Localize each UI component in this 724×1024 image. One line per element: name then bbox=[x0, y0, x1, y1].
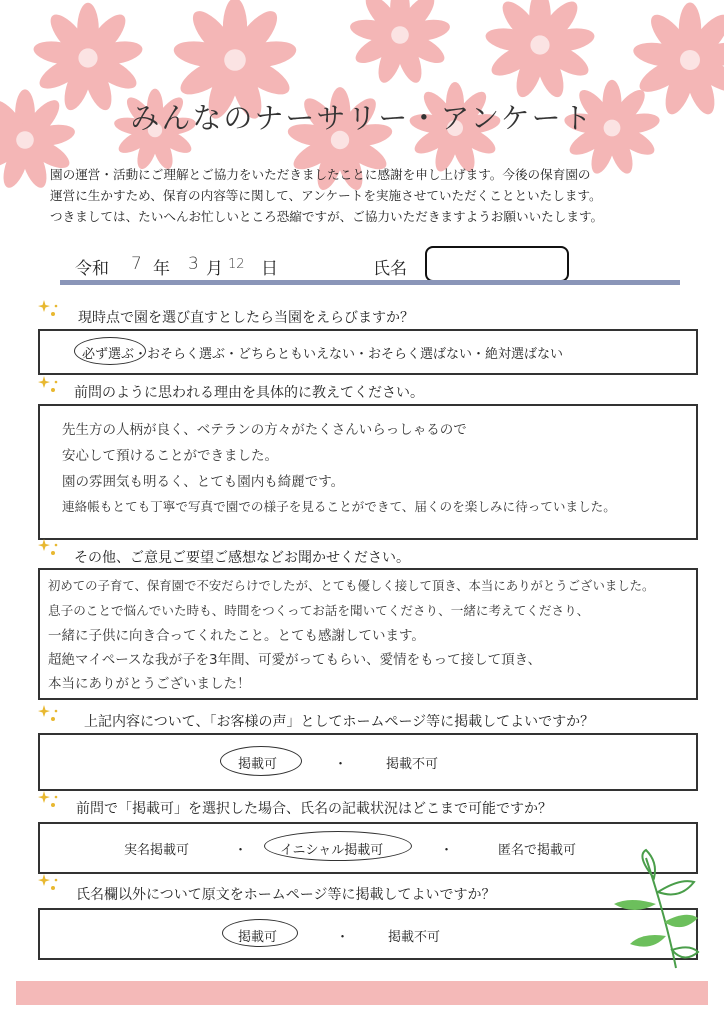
q5-selection-circle bbox=[264, 831, 412, 861]
sparkle-icon bbox=[36, 298, 60, 322]
q6-answer-box bbox=[38, 908, 698, 960]
intro-line: 園の運営・活動にご理解とご協力をいただきましたことに感謝を申し上げます。今後の保育園の bbox=[50, 167, 591, 182]
q1-answer-box bbox=[38, 329, 698, 375]
q2-answer-line: 園の雰囲気も明るく、とても園内も綺麗です。 bbox=[62, 474, 345, 490]
sparkle-icon bbox=[36, 703, 60, 727]
divider-line bbox=[60, 280, 680, 285]
q5-option-real-name[interactable]: 実名掲載可 bbox=[124, 843, 190, 858]
q4-selection-circle bbox=[220, 746, 302, 776]
q5-answer-box bbox=[38, 822, 698, 874]
name-label: 氏名 bbox=[373, 259, 407, 279]
day-value[interactable]: 12 bbox=[228, 257, 245, 272]
q6-question: 氏名欄以外について原文をホームページ等に掲載してよいですか？ bbox=[76, 887, 496, 903]
q2-question: 前問のように思われる理由を具体的に教えてください。 bbox=[74, 385, 424, 401]
q4-option-no[interactable]: 掲載不可 bbox=[386, 757, 439, 772]
year-label: 年 bbox=[153, 259, 170, 279]
name-field[interactable] bbox=[425, 246, 569, 282]
leaf-icon bbox=[606, 848, 702, 972]
footer-band bbox=[16, 981, 708, 1005]
month-label: 月 bbox=[206, 259, 223, 279]
q3-answer-line: 初めての子育て、保育園で不安だらけでしたが、とても優しく接して頂き、本当にありがとうございました。 bbox=[48, 578, 655, 593]
q3-question: その他、ご意見ご要望ご感想などお聞かせください。 bbox=[74, 550, 410, 566]
q2-answer-line: 連絡帳もとても丁寧で写真で園での様子を見ることができて、届くのを楽しみに待っていました。 bbox=[62, 499, 616, 514]
date-row bbox=[75, 248, 685, 284]
q3-answer-line: 息子のことで悩んでいた時も、時間をつくってお話を聞いてくださり、一緒に考えてくださり、 bbox=[48, 603, 590, 618]
q6-option-yes[interactable]: 掲載可 bbox=[238, 930, 278, 945]
sparkle-icon bbox=[36, 537, 60, 561]
q1-selection-circle bbox=[74, 337, 146, 365]
day-label: 日 bbox=[261, 259, 278, 279]
q3-answer-box[interactable] bbox=[38, 568, 698, 700]
q5-question: 前問で「掲載可」を選択した場合、氏名の記載状況はどこまで可能ですか？ bbox=[76, 801, 552, 817]
q3-answer-line: 一緒に子供に向き合ってくれたこと。とても感謝しています。 bbox=[48, 628, 425, 644]
page-title: みんなのナーサリー・アンケート bbox=[130, 101, 594, 135]
q2-answer-line: 安心して預けることができました。 bbox=[62, 448, 278, 464]
intro-text bbox=[50, 164, 690, 227]
year-value[interactable]: 7 bbox=[131, 254, 142, 274]
q1-options[interactable]: 必ず選ぶ・おそらく選ぶ・どちらともいえない・おそらく選ばない・絶対選ばない bbox=[82, 347, 564, 362]
q6-separator: ・ bbox=[336, 930, 350, 945]
q2-answer-line: 先生方の人柄が良く、ベテランの方々がたくさんいらっしゃるので bbox=[62, 422, 467, 438]
q4-answer-box bbox=[38, 733, 698, 791]
sparkle-icon bbox=[36, 374, 60, 398]
q5-option-anonymous[interactable]: 匿名で掲載可 bbox=[498, 843, 577, 858]
sparkle-icon bbox=[36, 789, 60, 813]
q5-separator: ・ bbox=[440, 843, 454, 858]
month-value[interactable]: 3 bbox=[188, 254, 199, 274]
q3-answer-line: 超絶マイペースな我が子を3年間、可愛がってもらい、愛情をもって接して頂き、 bbox=[48, 652, 542, 668]
q5-separator: ・ bbox=[234, 843, 248, 858]
q4-separator: ・ bbox=[334, 757, 348, 772]
q6-selection-circle bbox=[222, 919, 298, 947]
q2-answer-box[interactable] bbox=[38, 404, 698, 540]
q1-question: 現時点で園を選び直すとしたら当園をえらびますか？ bbox=[78, 310, 414, 326]
q5-option-initial[interactable]: イニシャル掲載可 bbox=[280, 843, 384, 858]
q4-question: 上記内容について、「お客様の声」としてホームページ等に掲載してよいですか？ bbox=[84, 714, 595, 730]
q6-option-no[interactable]: 掲載不可 bbox=[388, 930, 441, 945]
era-label: 令和 bbox=[75, 259, 109, 279]
intro-line: つきましては、たいへんお忙しいところ恐縮ですが、ご協力いただきますようお願いいたします。 bbox=[50, 209, 604, 224]
sparkle-icon bbox=[36, 872, 60, 896]
intro-line: 運営に生かすため、保育の内容等に関して、アンケートを実施させていただくことといたします。 bbox=[50, 188, 602, 203]
q3-answer-line: 本当にありがとうございました！ bbox=[48, 676, 251, 692]
q4-option-yes[interactable]: 掲載可 bbox=[238, 757, 278, 772]
